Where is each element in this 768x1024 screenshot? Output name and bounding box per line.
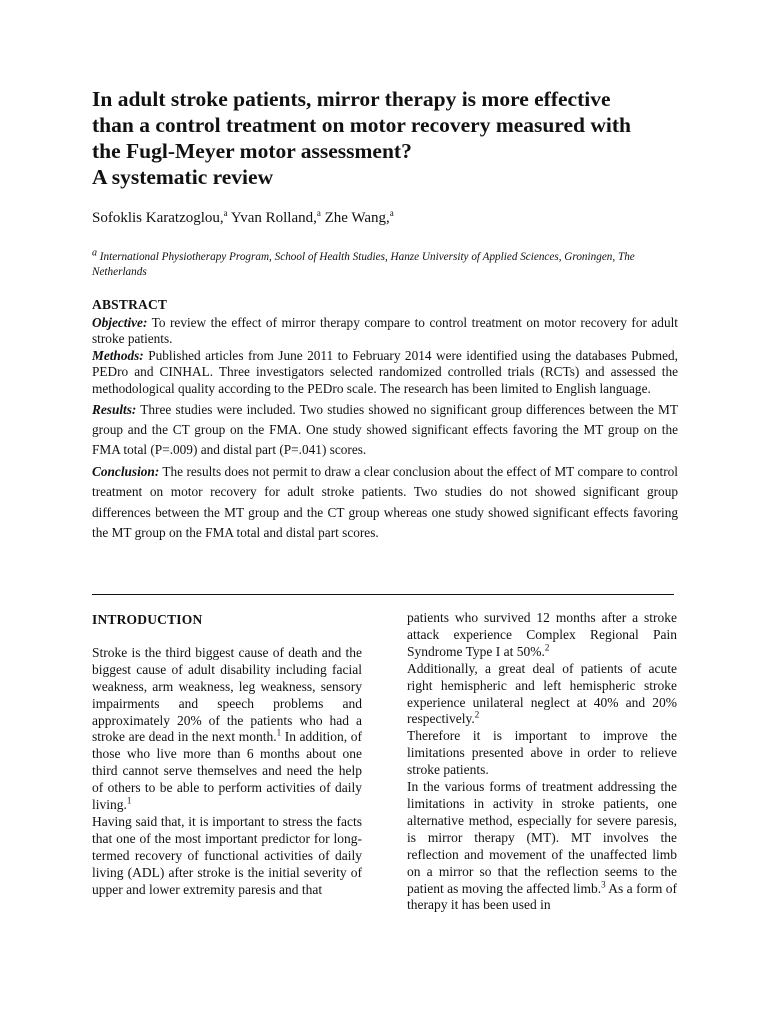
- author-name: Zhe Wang,: [324, 210, 390, 226]
- intro-paragraph-5: Therefore it is important to improve the limitations presented above in order to relieve stroke patients.: [407, 728, 677, 778]
- intro-paragraph-4: [407, 661, 677, 729]
- results-text: Three studies were included. Two studies showed no significant group differences between the MT group and the CT group on the FMA. One study showed significant effects favoring the MT group on the FMA total (P=.009) and distal part (P=.041) scores.: [92, 401, 678, 457]
- objective-label: Objective:: [92, 314, 148, 330]
- citation-ref: 2: [474, 709, 480, 720]
- intro-paragraph-1: [92, 645, 362, 814]
- abstract-section: [92, 297, 678, 544]
- abstract-results: [92, 400, 678, 460]
- citation-ref: 1: [276, 727, 282, 738]
- abstract-methods: [92, 348, 678, 398]
- title-line-3: the Fugl-Meyer motor assessment?: [92, 139, 412, 163]
- intro-text: As a form of therapy it has been used in: [407, 880, 677, 913]
- author-affiliation-mark: a: [223, 208, 228, 218]
- intro-text: Additionally, a great deal of patients of acute right hemispheric and left hemispheric stroke experience unilateral neglect at 40% and 20% respectively.: [407, 660, 677, 727]
- intro-text: Stroke is the third biggest cause of death and the biggest cause of adult disability including facial weakness, arm weakness, leg weakness, sensory impairments and speech problems and approximately 20% of the patients who had a stroke are dead in the next month.: [92, 644, 362, 745]
- introduction-heading: INTRODUCTION: [92, 612, 203, 627]
- author-list: [92, 210, 394, 227]
- title-line-4: A systematic review: [92, 165, 274, 189]
- author-affiliation-mark: a: [316, 208, 321, 218]
- affiliation-mark: a: [92, 247, 97, 259]
- abstract-conclusion: [92, 462, 678, 544]
- intro-paragraph-3: [407, 610, 677, 661]
- title-line-2: than a control treatment on motor recovery measured with: [92, 113, 632, 137]
- intro-text: In the various forms of treatment addressing the limitations in activity in stroke patients, one alternative method, especially for severe paresis, is mirror therapy (MT). MT involves the reflection and movement of the unaffected limb on a mirror so that the reflection seems to the patient as moving the affected limb.: [407, 779, 677, 896]
- abstract-objective: [92, 315, 678, 348]
- body-column-left: [92, 612, 362, 899]
- affiliation: [92, 247, 682, 280]
- citation-ref: 3: [601, 879, 606, 889]
- affiliation-text: International Physiotherapy Program, School of Health Studies, Hanze University of Applied Sciences, Groningen, The Netherlands: [92, 251, 635, 278]
- methods-text: Published articles from June 2011 to February 2014 were identified using the databases Pubmed, PEDro and CINHAL. Three investigators selected randomized controlled trials (RCTs) and assessed the methodological quality according to the PEDro scale. The research has been limited to English language.: [92, 347, 678, 396]
- title-line-1: In adult stroke patients, mirror therapy is more effective: [92, 87, 611, 111]
- author-name: Yvan Rolland,: [230, 210, 317, 226]
- abstract-heading: ABSTRACT: [92, 297, 168, 312]
- body-column-right: [407, 610, 677, 914]
- intro-text: patients who survived 12 months after a stroke attack experience Complex Regional Pain Syndrome Type I at 50%.: [407, 610, 677, 659]
- conclusion-label: Conclusion:: [92, 463, 160, 479]
- objective-text: To review the effect of mirror therapy compare to control treatment on motor recovery for adult stroke patients.: [92, 314, 678, 347]
- intro-paragraph-6: [407, 779, 677, 914]
- paper-title: [92, 86, 692, 190]
- intro-paragraph-2: Having said that, it is important to stress the facts that one of the most important predictor for long-termed recovery of functional activities of daily living (ADL) after stroke is the initial severity of upper and lower extremity paresis and that: [92, 813, 362, 897]
- author-affiliation-mark: a: [389, 208, 394, 218]
- conclusion-text: The results does not permit to draw a clear conclusion about the effect of MT compare to control treatment on motor recovery for adult stroke patients. Two studies do not showed significant group differences between the MT group and the CT group whereas one study showed significant effects favoring the MT group on the FMA total and distal part scores.: [92, 463, 678, 541]
- citation-ref: 1: [126, 795, 132, 806]
- citation-ref: 2: [544, 642, 550, 653]
- intro-text: In addition, of those who live more than 6 months about one third cannot serve themselves and need the help of others to be able to perform activities of daily living.: [92, 729, 362, 813]
- methods-label: Methods:: [92, 347, 144, 363]
- section-divider: [92, 594, 674, 595]
- author-name: Sofoklis Karatzoglou,: [92, 210, 224, 226]
- results-label: Results:: [92, 401, 137, 417]
